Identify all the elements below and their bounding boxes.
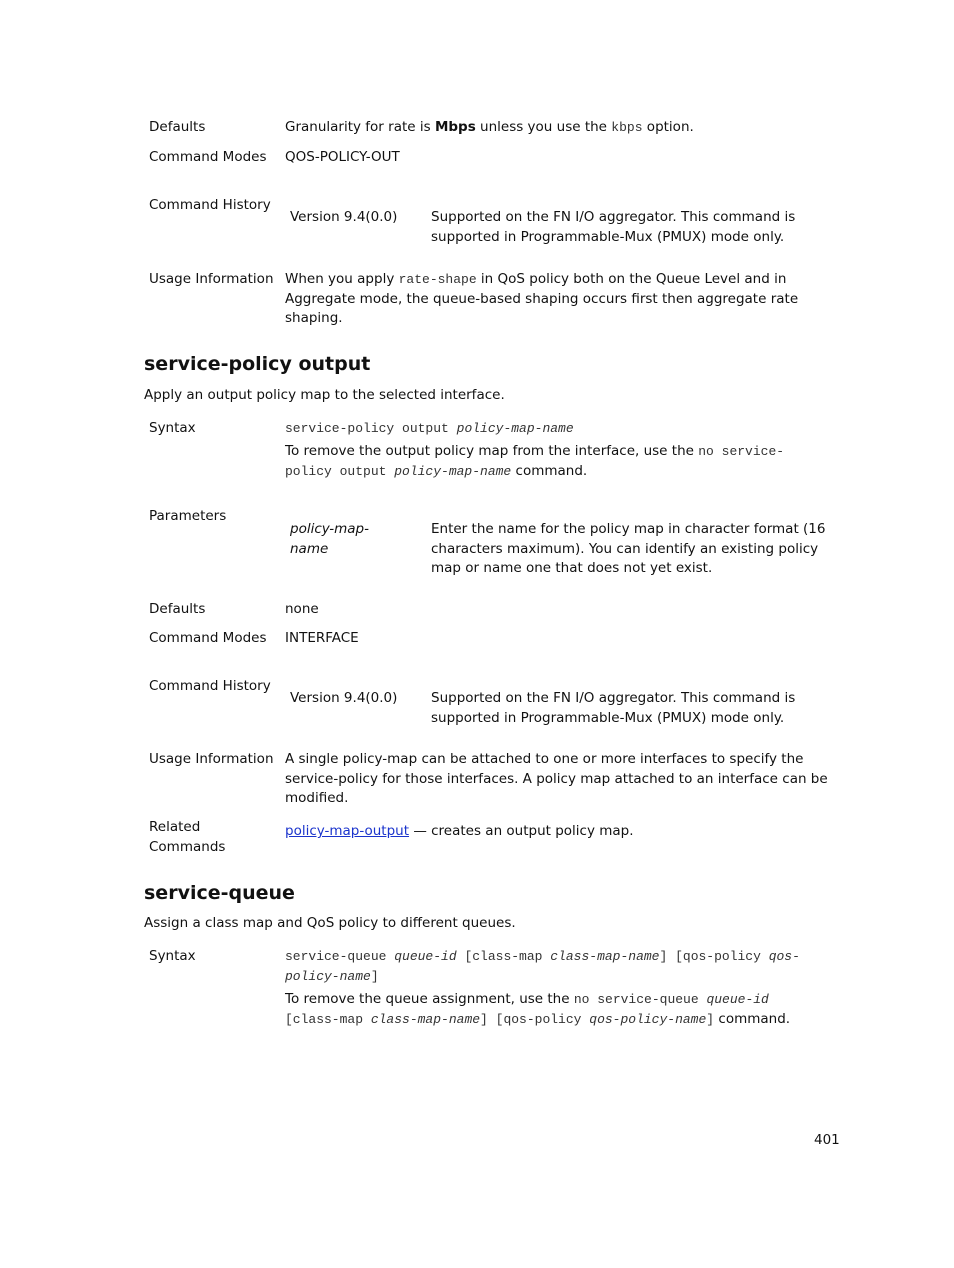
syntax-remove-note (285, 442, 829, 481)
text: When you apply (285, 271, 399, 287)
param-name: policy-map-name (290, 521, 369, 557)
code-text: service-queue (285, 949, 395, 964)
code-text: [class-map (456, 949, 551, 964)
text: To remove the queue assignment, use the (285, 991, 574, 1007)
usage-information-label: Usage Information (149, 271, 274, 287)
code-text: kbps (611, 120, 643, 135)
related-commands-value (285, 822, 829, 842)
section-description: Assign a class map and QoS policy to different queues. (144, 915, 516, 931)
code-text: no service-policy output (285, 444, 785, 479)
defaults-value (285, 118, 829, 138)
text: unless you use the (475, 119, 612, 135)
history-text: Supported on the FN I/O aggregator. This command is supported in Programmable-Mux (PMUX) mode only. (431, 690, 796, 726)
code-text: no service-queue (573, 992, 707, 1007)
text: in QoS policy both on the Queue Level and in Aggregate mode, the queue-based shaping occurs first then aggregate rate shaping. (285, 271, 799, 326)
page-number: 401 (814, 1132, 840, 1148)
code-text: ] [qos-policy (659, 949, 769, 964)
code-arg: qos-policy-name (285, 949, 800, 984)
history-version: Version 9.4(0.0) (290, 209, 398, 225)
code-text: ] (370, 968, 379, 984)
text: Granularity for rate is (285, 119, 435, 135)
syntax-label: Syntax (149, 948, 196, 964)
section-title-service-policy-output: service-policy output (144, 353, 371, 375)
code-arg: class-map-name (550, 949, 660, 964)
code-text: ] [qos-policy (480, 1011, 590, 1027)
syntax-label: Syntax (149, 420, 196, 436)
param-description: Enter the name for the policy map in character format (16 characters maximum). You can identify an existing policy map or name one that does not yet exist. (431, 521, 826, 576)
defaults-value: none (285, 601, 319, 617)
syntax-value (285, 419, 829, 439)
text: command. (511, 462, 588, 479)
section-description: Apply an output policy map to the selected interface. (144, 387, 505, 403)
usage-information-label: Usage Information (149, 751, 274, 767)
bold-text: Mbps (434, 119, 476, 135)
command-modes-label: Command Modes (149, 630, 267, 646)
command-modes-label: Command Modes (149, 149, 267, 165)
usage-information-value (285, 270, 829, 329)
code-arg: class-map-name (370, 1011, 481, 1027)
code-arg: qos-policy-name (589, 1011, 707, 1027)
code-text: ] (706, 1011, 715, 1027)
section-title-service-queue: service-queue (144, 882, 295, 904)
text: command. (714, 1010, 791, 1027)
defaults-label: Defaults (149, 601, 206, 617)
history-version: Version 9.4(0.0) (290, 690, 398, 706)
text: To remove the output policy map from the interface, use the (285, 443, 699, 459)
command-modes-value: INTERFACE (285, 630, 359, 646)
code-text: [class-map (285, 1011, 371, 1027)
code-arg: policy-map-name (394, 463, 512, 479)
command-history-label: Command History (149, 197, 271, 213)
text: — creates an output policy map. (409, 823, 634, 839)
defaults-label: Defaults (149, 119, 206, 135)
syntax-remove-note (285, 990, 829, 1029)
usage-information-value: A single policy-map can be attached to one or more interfaces to specify the service-policy for those interfaces. A policy map attached to an interface can be modified. (285, 751, 828, 806)
text: option. (642, 119, 694, 135)
code-text: service-policy output (285, 421, 457, 436)
code-arg: queue-id (706, 992, 769, 1007)
command-modes-value: QOS-POLICY-OUT (285, 149, 400, 165)
code-arg: queue-id (394, 949, 457, 964)
code-text: rate-shape (398, 272, 477, 287)
policy-map-output-link[interactable]: policy-map-output (285, 823, 410, 839)
history-text: Supported on the FN I/O aggregator. This command is supported in Programmable-Mux (PMUX) mode only. (431, 209, 796, 245)
command-history-label: Command History (149, 678, 271, 694)
related-commands-label: Related Commands (149, 819, 226, 855)
parameters-label: Parameters (149, 508, 227, 524)
syntax-value (285, 947, 829, 986)
code-arg: policy-map-name (456, 421, 574, 436)
